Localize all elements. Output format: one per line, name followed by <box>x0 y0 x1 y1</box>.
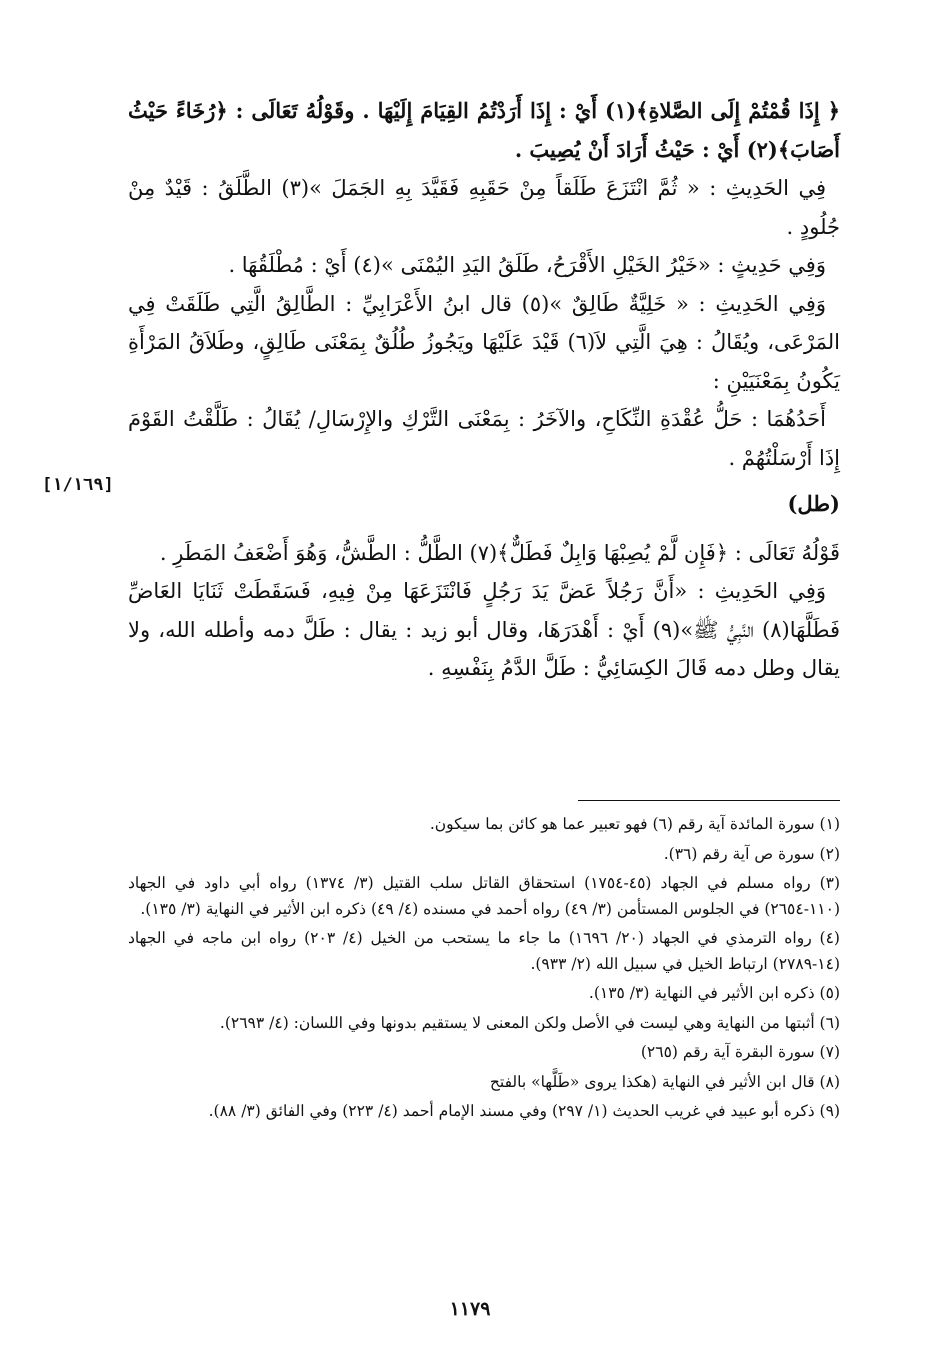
footnote: (٨) قال ابن الأثير في النهاية (هكذا يروى «طَلَّها» بالفتح <box>489 1072 840 1091</box>
footnote: (١) سورة المائدة آية رقم (٦) فهو تعبير عما هو كائن بما سيكون. <box>429 815 840 833</box>
entry-heading: (طل) <box>787 491 840 516</box>
paragraph-quran-verse: ﴿ إِذَا قُمْتُمْ إِلَى الصَّلاةِ﴾(١) أَيْ : إِذَا أَرَدْتُمُ القِيَامَ إِلَيْهَا . وقَوْلُهُ تَعَالَى : ﴿رُخَاءً حَيْثُ أَصَابَ﴾(٢) أَيْ : حَيْثُ أَرَادَ أَنْ يُصِيبَ . <box>128 98 840 162</box>
footnote: (٧) سورة البقرة آية رقم (٢٦٥) <box>640 1043 840 1061</box>
paragraph-hadith-taliq: وَفِي الحَدِيثِ : « خَلِيَّةٌ طَالِقٌ »(٥) قال ابنُ الأَعْرَابِيِّ : الطَّالِقُ الَّتِي طَلَقَتْ فِي المَرْعَى، ويُقَالُ : هِيَ الَّتِي لاَ(٦) قَيْدَ عَلَيْهَا ويَجُوزُ طُلُقٌ بِمَعْنَى طَالِقٍ، وطَلاَقُ المَرْأَةِ يَكُونُ بِمَعْنَيَيْنِ : <box>128 291 841 393</box>
footnote: (٣) رواه مسلم في الجهاد (٤٥-١٧٥٤) استحقاق القاتل سلب القتيل (٣/ ١٣٧٤) رواه أبي داود في الجهاد (١١٠-٢٦٥٤) في الجلوس المستأمن (٣/ ٤٩) رواه أحمد في مسنده (٤/ ٤٩) ذكره ابن الأثير في النهاية (٣/ ١٣٥). <box>128 874 841 918</box>
footnote-divider <box>578 800 840 801</box>
footnote: (٢) سورة ص آية رقم (٣٦). <box>663 844 840 863</box>
footnotes <box>128 812 840 1129</box>
paragraph-quran-tall: قَوْلُهُ تَعَالَى : ﴿فَإِن لَّمْ يُصِبْهَا وَابِلٌ فَطَلٌّ﴾(٧) الطَّلُّ : الطَّشُّ، وَهُوَ أَضْعَفُ المَطَرِ . <box>159 540 840 565</box>
footnote: (٤) رواه الترمذي في الجهاد (٢٠/ ١٦٩٦) ما جاء ما يستحب من الخيل (٤/ ٢٠٣) رواه ابن ماجه في الجهاد (١٤-٢٧٨٩) ارتباط الخيل في سبيل الله (٢/ ٩٣٣). <box>128 929 840 973</box>
footnote: (٦) أثبتها من النهاية وهي ليست في الأصل ولكن المعنى لا يستقيم بدونها وفي اللسان: (٤/ ٢٦٩٣). <box>219 1013 840 1032</box>
page-number: ١١٧٩ <box>449 1298 491 1320</box>
footnote: (٥) ذكره ابن الأثير في النهاية (٣/ ١٣٥). <box>588 984 840 1002</box>
footnote: (٩) ذكره أبو عبيد في غريب الحديث (١/ ٢٩٧) وفي مسند الإمام أحمد (٤/ ٢٢٣) وفي الفائق (٣/ ٨٨). <box>208 1102 840 1120</box>
paragraph-divorce-meanings: أَحَدُهُمَا : حَلُّ عُقْدَةِ النِّكَاحِ، والآخَرُ : بِمَعْنَى التَّرْكِ والإِرْسَالِ/ يُقَالُ : طَلَّقْتُ القَوْمَ إِذَا أَرْسَلْتُهُمْ . <box>128 407 840 470</box>
paragraph-hadith-talaq: فِي الحَدِيثِ : « ثُمَّ انْتَزَعَ طَلَقاً مِنْ حَقَبِهِ فَقَيَّدَ بِهِ الجَمَلَ »(٣) الطَّلَقُ : قَيْدٌ مِنْ جُلُودٍ . <box>128 176 840 239</box>
paragraph-hadith-horse: وَفِي حَدِيثٍ : «خَيْرُ الخَيْلِ الأَقْرَحُ، طَلَقُ اليَدِ اليُمْنَى »(٤) أَيْ : مُطْلَقُهَا . <box>228 253 826 277</box>
paragraph-hadith-bite: وَفِي الحَدِيثِ : «أَنَّ رَجُلاً عَضَّ يَدَ رَجُلٍ فَانْتَزَعَهَا مِنْ فِيهِ، فَسَقَطَتْ ثَنَايَا العَاضِّ فَطَلَّهَا(٨) النَّبِيُّ ﷺ»(٩) أَيْ : أَهْدَرَهَا، وقال أبو زيد : يقال : طَلَّ دمه وأطله الله، ولا يقال وطل دمه قَالَ الكِسَائِيُّ : طَلَّ الدَّمُ بِنَفْسِهِ . <box>128 579 840 680</box>
manuscript-folio-marker: [١/١٦٩] <box>42 475 114 495</box>
main-text <box>128 92 840 688</box>
